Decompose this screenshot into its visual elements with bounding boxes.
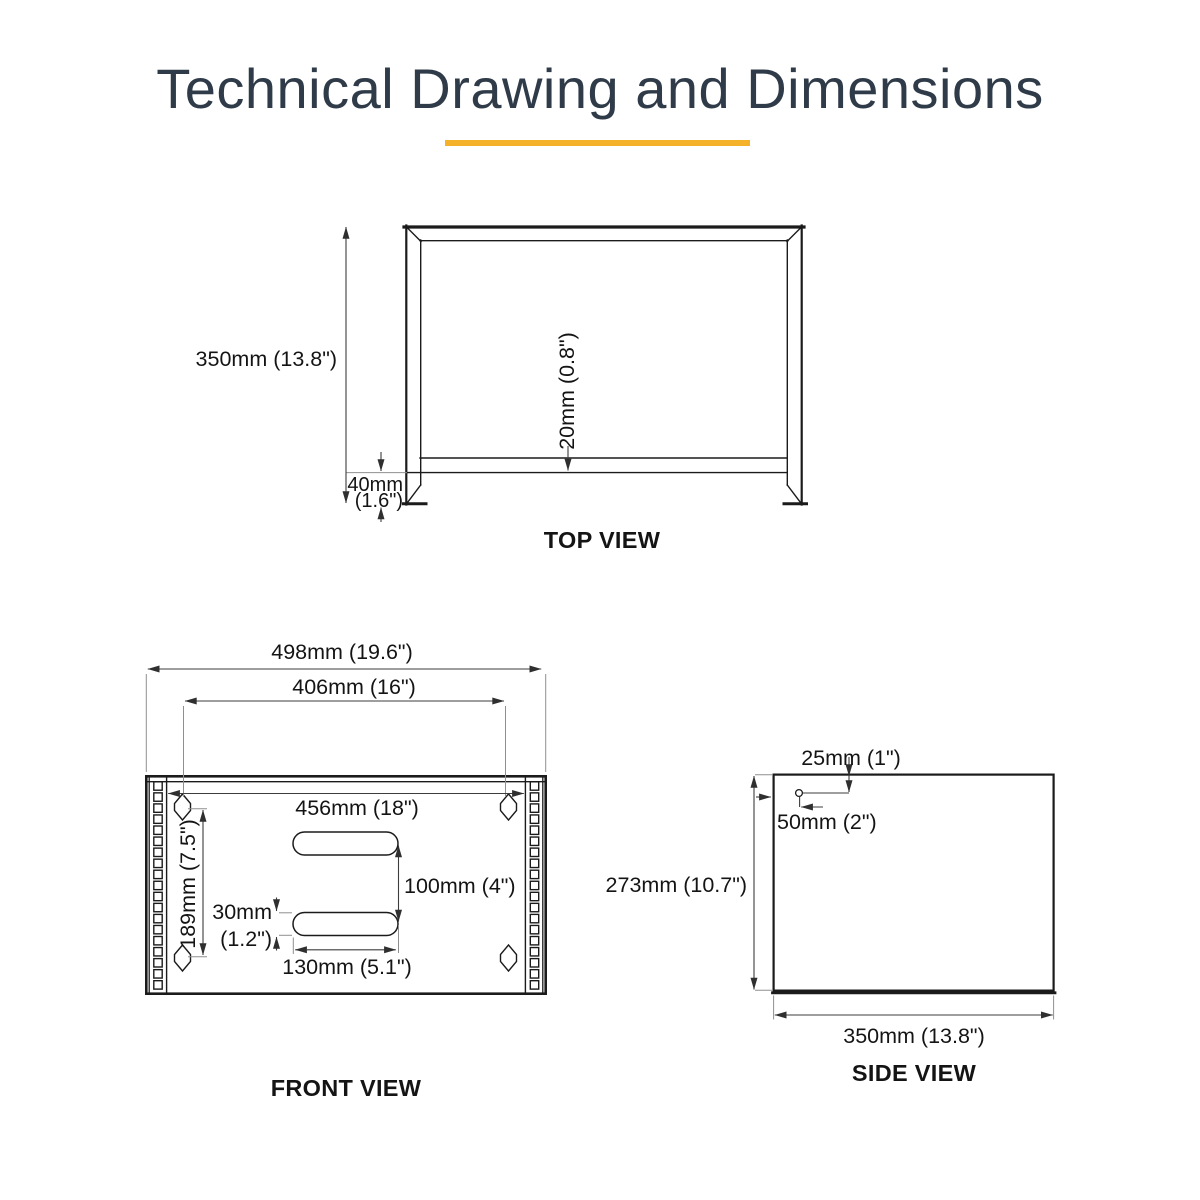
rack-square-hole [154, 959, 162, 967]
rack-square-hole [154, 804, 162, 812]
rack-square-hole [530, 925, 538, 933]
side-mount-hole [796, 790, 803, 797]
dim-hole-from-front-label: 50mm (2") [777, 810, 877, 834]
rack-square-hole [154, 948, 162, 956]
wall-hole-top-right [501, 794, 517, 820]
dim-flange-label-line1: 40mm [347, 474, 403, 496]
rack-square-hole [530, 793, 538, 801]
dim-side-depth-label: 350mm (13.8") [843, 1024, 985, 1048]
top-view [196, 226, 807, 554]
rack-square-hole [530, 826, 538, 834]
rack-square-hole [154, 981, 162, 989]
top-view-outline [404, 226, 807, 505]
rack-square-hole [530, 859, 538, 867]
rack-square-hole [530, 903, 538, 911]
rack-square-hole [530, 881, 538, 889]
rack-square-hole [154, 837, 162, 845]
rack-square-hole [154, 859, 162, 867]
dim-flange-label-line2: (1.6") [354, 490, 403, 512]
rack-square-hole [530, 782, 538, 790]
dim-wall-hole-spacing-h-label: 406mm (16") [292, 675, 416, 699]
rack-square-hole [154, 881, 162, 889]
side-view [606, 746, 1055, 1086]
rack-square-hole [530, 959, 538, 967]
front-view-dimensions [146, 640, 545, 979]
rack-square-hole [530, 870, 538, 878]
rack-square-hole [154, 782, 162, 790]
rack-square-hole [530, 848, 538, 856]
rack-square-hole [154, 914, 162, 922]
dim-depth-label: 350mm (13.8") [195, 347, 337, 371]
wall-hole-bottom-right [501, 945, 517, 971]
dim-slot-height-label-line1: 30mm [212, 900, 272, 924]
top-view-dimensions [196, 227, 579, 522]
left-rack-hole-strip [154, 782, 162, 989]
dim-slot-spacing-label: 100mm (4") [404, 874, 516, 898]
rack-square-hole [530, 948, 538, 956]
rack-square-hole [530, 804, 538, 812]
rack-square-hole [530, 981, 538, 989]
rack-square-hole [530, 892, 538, 900]
rack-square-hole [154, 970, 162, 978]
rack-square-hole [530, 937, 538, 945]
rack-square-hole [154, 848, 162, 856]
front-view [146, 640, 545, 1101]
wall-hole-top-left [175, 794, 191, 820]
front-view-label: FRONT VIEW [270, 1075, 422, 1101]
rack-square-hole [154, 870, 162, 878]
side-view-dimensions [606, 746, 1054, 1048]
dim-hole-from-top-label: 25mm (1") [801, 746, 901, 770]
rack-square-hole [154, 925, 162, 933]
dim-wall-hole-spacing-v-label: 189mm (7.5") [176, 819, 200, 949]
side-view-label: SIDE VIEW [851, 1060, 977, 1086]
rack-square-hole [154, 937, 162, 945]
rack-square-hole [530, 970, 538, 978]
rack-square-hole [154, 892, 162, 900]
cable-slot-top [293, 832, 398, 855]
dim-rail-label: 20mm (0.8") [555, 332, 579, 450]
dim-slot-height-label-line2: (1.2") [220, 927, 272, 951]
cable-slot-bottom [293, 913, 398, 936]
rack-square-hole [154, 903, 162, 911]
dim-overall-width-label: 498mm (19.6") [271, 640, 413, 664]
rack-square-hole [530, 837, 538, 845]
dim-inner-width-label: 456mm (18") [295, 796, 419, 820]
rack-square-hole [154, 826, 162, 834]
rack-square-hole [154, 793, 162, 801]
page-title: Technical Drawing and Dimensions [156, 57, 1044, 120]
dim-height-label: 273mm (10.7") [605, 873, 747, 897]
rack-square-hole [154, 815, 162, 823]
rack-square-hole [530, 914, 538, 922]
dim-slot-width-label: 130mm (5.1") [282, 955, 412, 979]
rack-square-hole [530, 815, 538, 823]
top-view-label: TOP VIEW [543, 527, 661, 553]
right-rack-hole-strip [530, 782, 538, 989]
